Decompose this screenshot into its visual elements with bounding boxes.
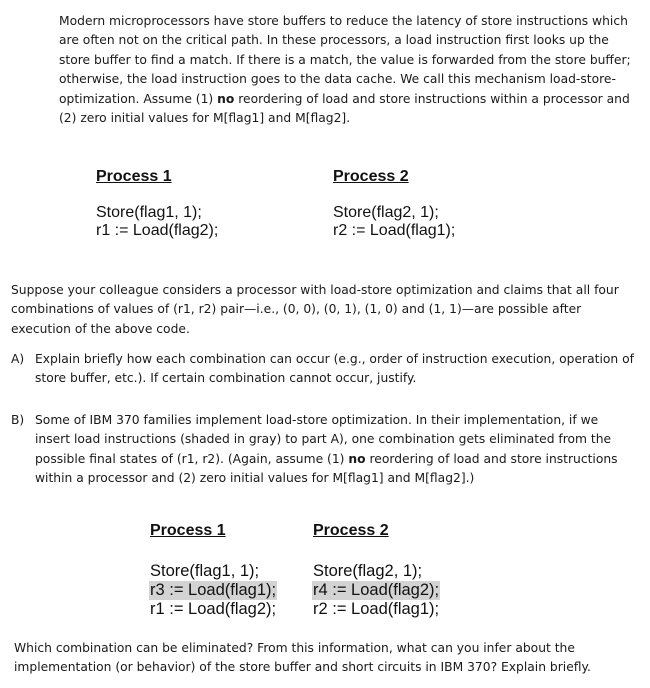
code1-process1-title: Process 1 <box>96 168 172 185</box>
intro-bold-no: no <box>217 91 235 106</box>
item-b-bold-no: no <box>348 451 366 466</box>
code2-process2 <box>313 522 440 619</box>
shaded-code-line: r3 := Load(flag1); <box>150 581 277 599</box>
code1-process2-title: Process 2 <box>333 168 409 185</box>
intro-text-b: reordering of load and store instructions within a processor and (2) zero initial values for M[flag1] and M[flag2]. <box>59 91 630 126</box>
code1-process1 <box>96 168 218 240</box>
code-line: Store(flag2, 1); <box>333 204 439 221</box>
item-b-text-a: Some of IBM 370 families implement load-store optimization. In their implementation, if we insert load instructions (shaded in gray) to part A), one combination gets eliminated from the possible final states of (r1, r2). (Again, assume (1) <box>35 413 612 466</box>
code1-process2 <box>333 168 455 240</box>
item-a-text: Explain briefly how each combination can occur (e.g., order of instruction execution, operation of store buffer, etc.). If certain combination cannot occur, justify. <box>35 352 634 386</box>
code-line: Store(flag1, 1); <box>96 204 202 221</box>
code2-process2-title: Process 2 <box>313 522 389 539</box>
item-a-label: A) <box>11 352 25 366</box>
intro-text-a: Modern microprocessors have store buffers to reduce the latency of store instructions which are often not on the critical path. In these processors, a load instruction first looks up the store buffer to find a match. If there is a match, the value is forwarded from the store buffer; otherwise, the load instruction goes to the data cache. We call this mechanism load-store-optimization. Assume (1) <box>59 14 631 106</box>
shaded-code-line: r4 := Load(flag2); <box>313 581 440 599</box>
intro-paragraph <box>59 12 633 128</box>
item-b-label: B) <box>11 413 25 427</box>
code-line: r2 := Load(flag1); <box>313 600 440 618</box>
code2-process1-title: Process 1 <box>150 522 226 539</box>
colleague-claim-paragraph: Suppose your colleague considers a processor with load-store optimization and claims that all four combinations of values of (r1, r2) pair—i.e., (0, 0), (0, 1), (1, 0) and (1, 1)—are possible after execution of the above code. <box>11 283 619 336</box>
code-line: Store(flag2, 1); <box>313 562 423 580</box>
code-line: r1 := Load(flag2); <box>96 222 219 239</box>
code2-process1 <box>150 522 277 619</box>
code-line: r1 := Load(flag2); <box>150 600 277 618</box>
item-b-text-b: reordering of load and store instructions within a processor and (2) zero initial values for M[flag1] and M[flag2].) <box>35 451 618 486</box>
code-line: Store(flag1, 1); <box>150 562 260 580</box>
code-line: r2 := Load(flag1); <box>333 222 456 239</box>
item-b-text <box>35 411 633 489</box>
final-question: Which combination can be eliminated? From this information, what can you infer about the implementation (or behavior) of the store buffer and short circuits in IBM 370? Explain briefly. <box>14 641 591 675</box>
